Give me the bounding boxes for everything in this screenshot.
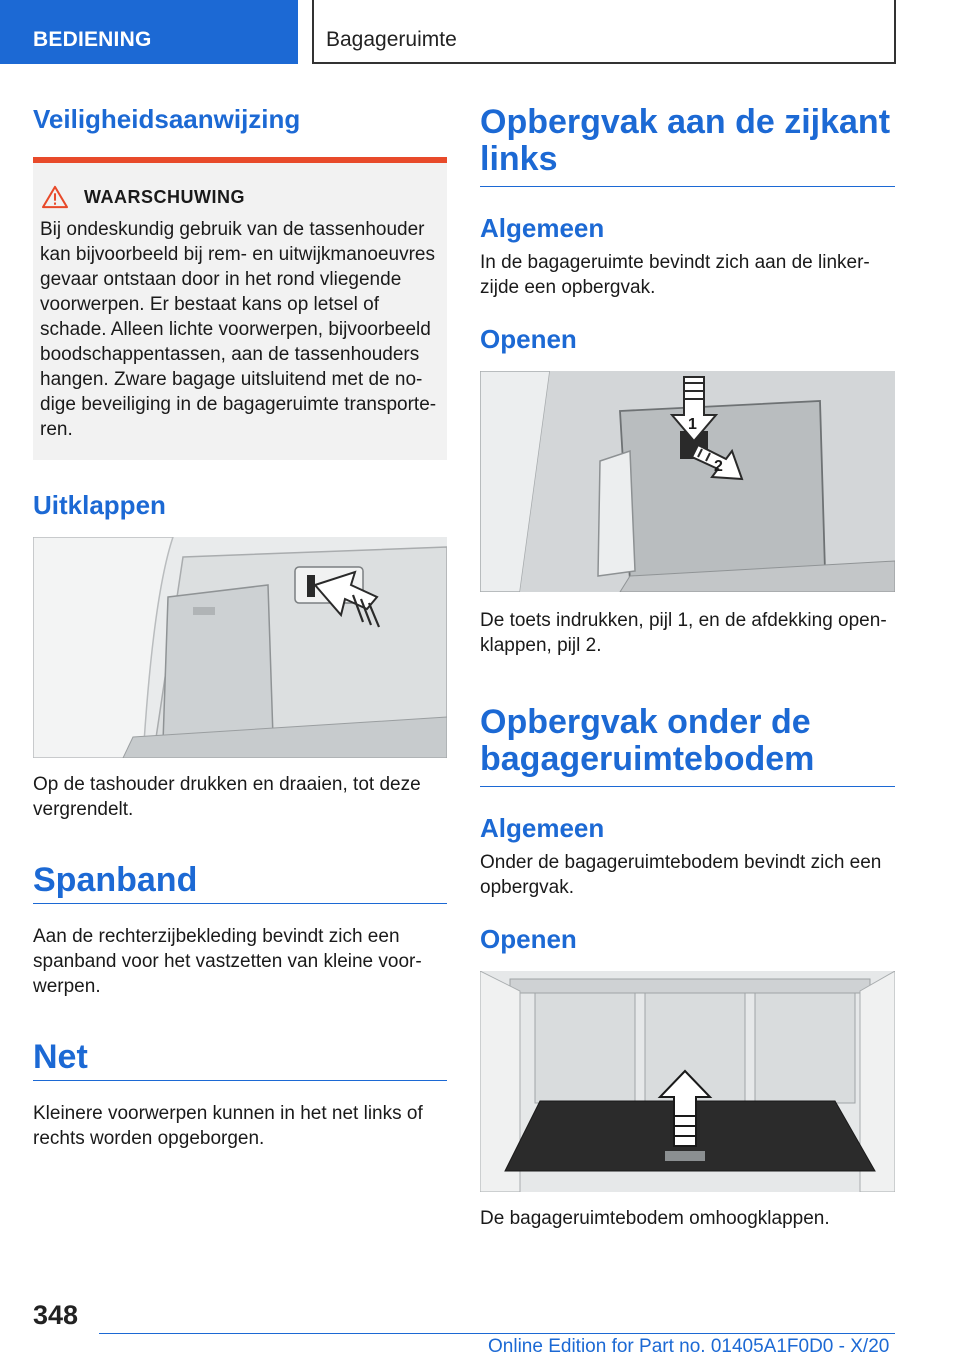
side-heading-block (480, 104, 895, 187)
chapter-tab[interactable]: BEDIENING (0, 0, 298, 64)
floor-heading: Opbergvak onder de bagageruimtebodem (480, 703, 815, 778)
warning-box (33, 157, 447, 460)
side-general-heading: Algemeen (480, 213, 605, 243)
strap-heading-block (33, 862, 447, 904)
floor-open-heading: Openen (480, 924, 577, 954)
warning-title-row (40, 185, 439, 209)
floor-general-heading: Algemeen (480, 813, 605, 843)
safety-heading: Veiligheidsaanwijzing (33, 104, 301, 134)
warning-triangle-icon (40, 185, 70, 209)
section-title: Bagageruimte (312, 0, 896, 64)
net-heading-block (33, 1039, 447, 1081)
left-column (33, 100, 447, 1151)
footer-rule (99, 1333, 895, 1334)
side-open-heading: Openen (480, 324, 577, 354)
fold-heading: Uitklappen (33, 490, 166, 520)
side-heading: Opbergvak aan de zijkant links (480, 103, 891, 178)
trunk-floor-illustration (480, 971, 895, 1192)
floor-open-caption: De bagageruimtebodem omhoogklappen. (480, 1208, 830, 1229)
footer-edition[interactable]: Online Edition for Part no. 01405A1F0D0 - X/20 (488, 1336, 890, 1357)
warning-text: Bij ondeskundig gebruik van de tassenhouder kan bijvoorbeeld bij rem- en uitwijkmanoeuvres gevaar ontstaan door in het rond vliegende voorwerpen. Er bestaat kans op letsel of schade. Alleen lichte voorwerpen, bijvoorbeeld boodschappentassen, aan de tassenhouders hangen. Zware bagage uitsluitend met de no-dige beveiliging in de bagageruimte transporte-ren. (40, 219, 437, 440)
floor-general-text: Onder de bagageruimtebodem bevindt zich een opbergvak. (480, 852, 882, 898)
net-text: Kleinere voorwerpen kunnen in het net links of rechts worden opgeborgen. (33, 1103, 423, 1149)
side-compartment-figure (480, 371, 895, 592)
strap-text: Aan de rechterzijbekleding bevindt zich een spanband voor het vastzetten van kleine voor-werpen. (33, 926, 422, 997)
fold-figure (33, 537, 447, 758)
net-heading: Net (33, 1038, 88, 1076)
right-column (480, 100, 895, 1231)
floor-heading-block (480, 704, 895, 787)
trunk-side-illustration (33, 537, 447, 758)
side-general-text: In de bagageruimte bevindt zich aan de linker-zijde een opbergvak. (480, 252, 870, 298)
fold-caption: Op de tashouder drukken en draaien, tot deze vergrendelt. (33, 774, 421, 820)
warning-title: WAARSCHUWING (84, 186, 245, 207)
arrow-label-1: 1 (688, 416, 697, 433)
side-compartment-illustration (480, 371, 895, 592)
arrow-label-2: 2 (714, 458, 723, 475)
floor-figure (480, 971, 895, 1192)
page-number: 348 (33, 1300, 79, 1330)
side-open-caption: De toets indrukken, pijl 1, en de afdekking open-klappen, pijl 2. (480, 610, 887, 656)
strap-heading: Spanband (33, 861, 198, 899)
